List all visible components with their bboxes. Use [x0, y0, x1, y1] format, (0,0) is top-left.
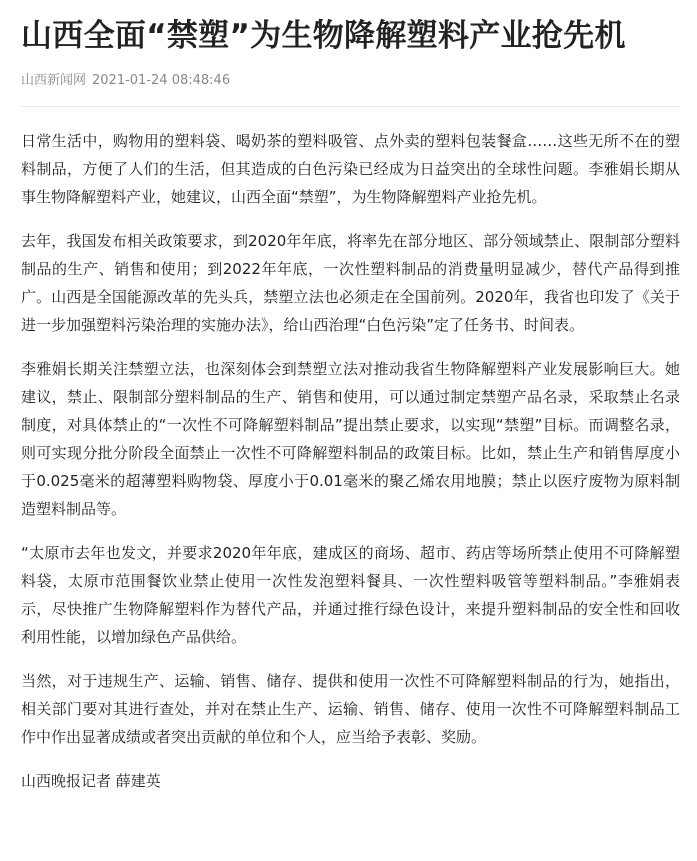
article-paragraph-2: 去年，我国发布相关政策要求，到2020年年底，将率先在部分地区、部分领域禁止、限制部分塑料制品的生产、销售和使用；到2022年年底，一次性塑料制品的消费量明显减少，替代产品得到推广。山西是全国能源改革的先头兵，禁塑立法也必须走在全国前列。2020年，我省也印发了《关于进一步加强塑料污染治理的实施办法》，给山西治理“白色污染”定了任务书、时间表。 — [21, 232, 680, 334]
article-paragraph-1: 日常生活中，购物用的塑料袋、喝奶茶的塑料吸管、点外卖的塑料包装餐盒……这些无所不在的塑料制品，方便了人们的生活，但其造成的白色污染已经成为日益突出的全球性问题。李雅娟长期从事生物降解塑料产业，她建议，山西全面“禁塑”，为生物降解塑料产业抢先机。 — [21, 132, 680, 206]
meta-divider — [21, 106, 680, 107]
article-paragraph-4: “太原市去年也发文，并要求2020年年底，建成区的商场、超市、药店等场所禁止使用不可降解塑料袋，太原市范围餐饮业禁止使用一次性发泡塑料餐具、一次性塑料吸管等塑料制品。”李雅娟表示，尽快推广生物降解塑料作为替代产品，并通过推行绿色设计，来提升塑料制品的安全性和回收利用性能，以增加绿色产品供给。 — [21, 544, 680, 646]
article-source[interactable]: 山西新闻网 — [21, 73, 87, 88]
article-datetime: 2021-01-24 08:48:46 — [92, 73, 231, 88]
article-paragraph-3: 李雅娟长期关注禁塑立法，也深刻体会到禁塑立法对推动我省生物降解塑料产业发展影响巨大。她建议，禁止、限制部分塑料制品的生产、销售和使用，可以通过制定禁塑产品名录，采取禁止名录制度，对具体禁止的“一次性不可降解塑料制品”提出禁止要求，以实现“禁塑”目标。而调整名录，则可实现分批分阶段全面禁止一次性不可降解塑料制品的政策目标。比如，禁止生产和销售厚度小于0.025毫米的超薄塑料购物袋、厚度小于0.01毫米的聚乙烯农用地膜；禁止以医疗废物为原料制造塑料制品等。 — [21, 360, 680, 518]
article-meta — [21, 72, 680, 90]
article-title: 山西全面“禁塑”为生物降解塑料产业抢先机 — [21, 18, 626, 54]
article-author: 山西晚报记者 薛建英 — [21, 772, 161, 790]
article-paragraph-5: 当然，对于违规生产、运输、销售、储存、提供和使用一次性不可降解塑料制品的行为，她指出，相关部门要对其进行查处，并对在禁止生产、运输、销售、储存、使用一次性不可降解塑料制品工作中作出显著成绩或者突出贡献的单位和个人，应当给予表彰、奖励。 — [21, 672, 680, 746]
article-body — [21, 127, 680, 795]
